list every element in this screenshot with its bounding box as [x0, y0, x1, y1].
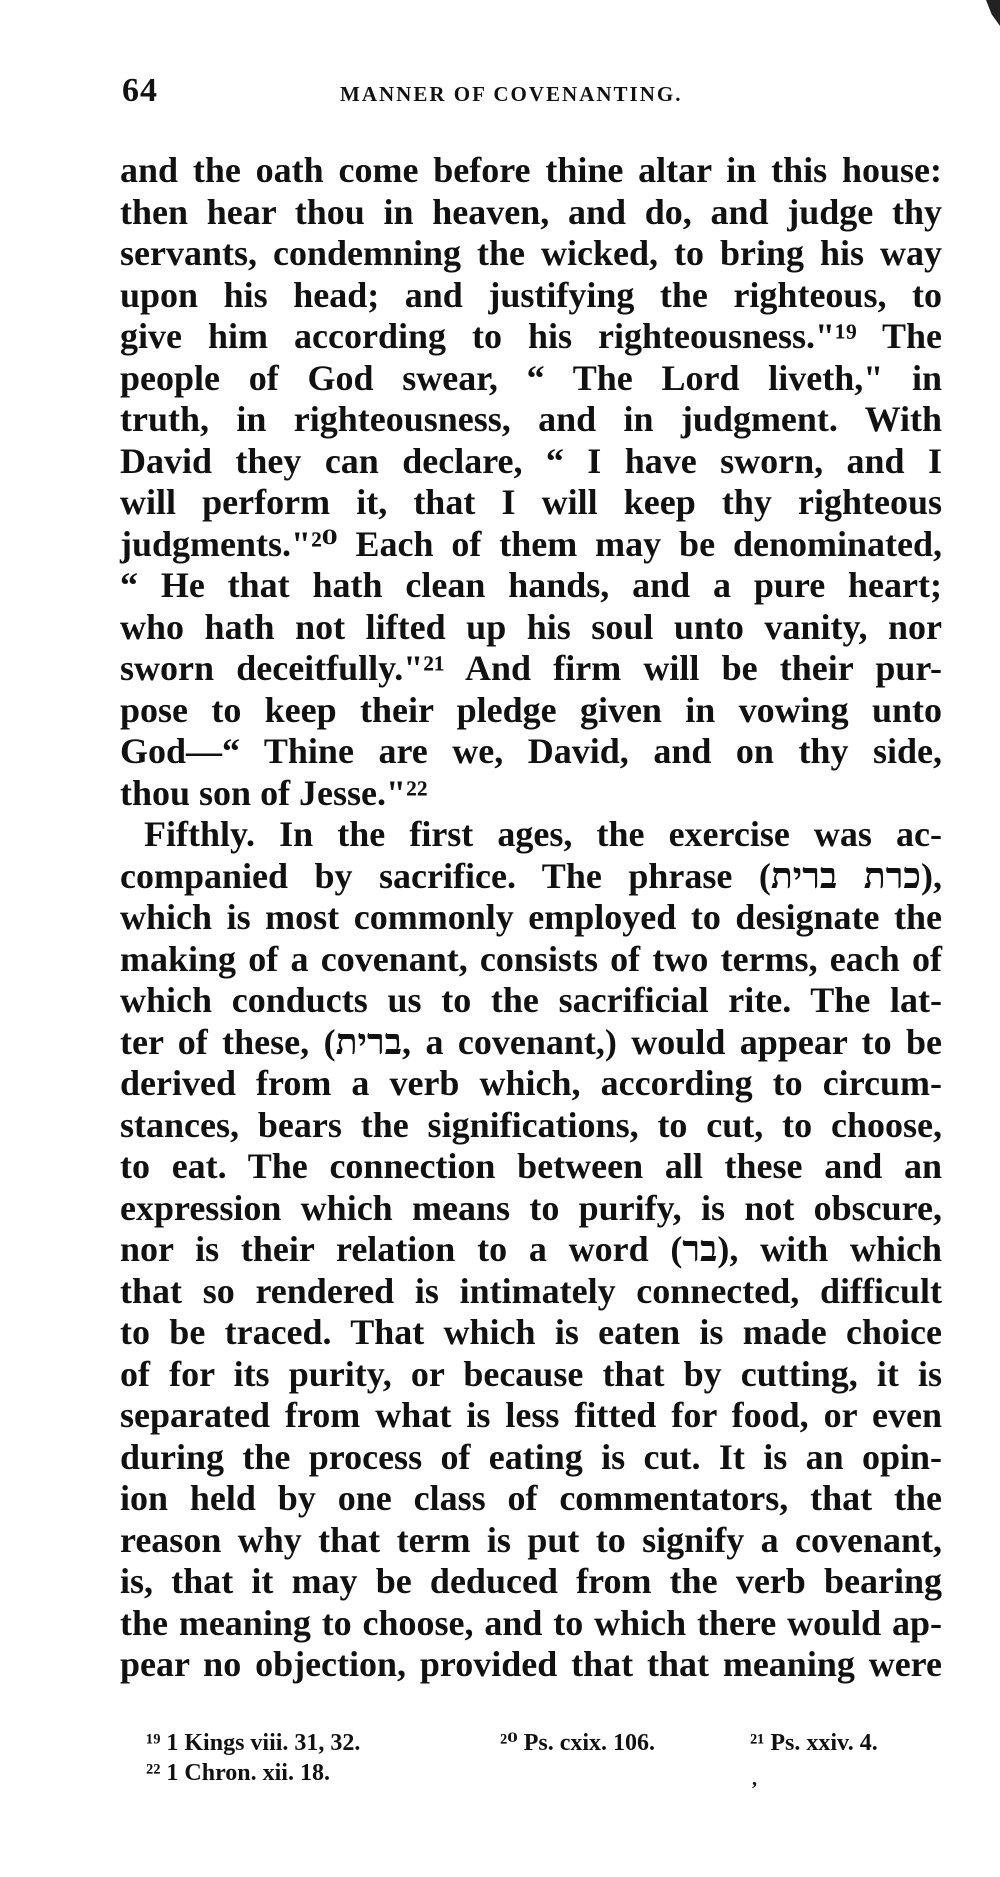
footnote-22: ²² 1 Chron. xii. 18. — [146, 1760, 330, 1786]
text-line: reason why that term is put to signify a covenant, — [120, 1519, 942, 1560]
page-corner-mark — [986, 0, 1000, 26]
print-mark: , — [752, 1768, 757, 1790]
text-line: companied by sacrifice. The phrase (כרת ברית), — [120, 855, 942, 896]
footnote-20: ²⁰ Ps. cxix. 106. — [500, 1730, 656, 1756]
page-number: 64 — [122, 72, 158, 109]
body-text — [120, 150, 942, 1686]
text-line: then hear thou in heaven, and do, and judge thy — [120, 191, 942, 232]
footnote-row — [120, 1758, 942, 1788]
text-line: “ He that hath clean hands, and a pure heart; — [120, 565, 942, 605]
footnote-21: ²¹ Ps. xxiv. 4. — [750, 1730, 878, 1756]
text-line: God—“ Thine are we, David, and on thy side, — [120, 731, 942, 771]
text-line: Fifthly. In the first ages, the exercise was ac- — [144, 814, 942, 854]
text-line: to eat. The connection between all these and an — [120, 1146, 942, 1186]
text-line: that so rendered is intimately connected, difficult — [120, 1270, 942, 1311]
text-line: who hath not lifted up his soul unto vanity, nor — [120, 606, 942, 647]
text-line: judgments."²⁰ Each of them may be denominated, — [120, 523, 942, 564]
text-line: ter of these, (ברית, a covenant,) would appear to be — [120, 1021, 943, 1062]
text-line: separated from what is less fitted for food, or even — [120, 1395, 942, 1435]
text-line: is, that it may be deduced from the verb bearing — [120, 1561, 942, 1601]
text-line: to be traced. That which is eaten is made choice — [120, 1312, 942, 1352]
running-head: MANNER OF COVENANTING. — [340, 82, 683, 106]
text-line: expression which means to purify, is not obscure, — [120, 1187, 942, 1228]
text-line: stances, bears the significations, to cut, to choose, — [120, 1104, 942, 1145]
text-line: derived from a verb which, according to circum- — [120, 1063, 942, 1103]
text-line: servants, condemning the wicked, to bring his way — [120, 233, 942, 273]
text-line: truth, in righteousness, and in judgment. With — [120, 399, 942, 439]
text-line: the meaning to choose, and to which there would ap- — [120, 1602, 942, 1643]
text-line: making of a covenant, consists of two terms, each of — [120, 938, 942, 979]
text-line: upon his head; and justifying the righteous, to — [120, 274, 942, 315]
text-line: of for its purity, or because that by cutting, it is — [120, 1353, 942, 1394]
footnote-19: ¹⁹ 1 Kings viii. 31, 32. — [146, 1730, 361, 1756]
text-line: pose to keep their pledge given in vowing unto — [120, 689, 942, 730]
text-line: will perform it, that I will keep thy righteous — [120, 482, 942, 522]
text-line: give him according to his righteousness."¹⁹ The — [120, 316, 942, 356]
text-line: nor is their relation to a word (בר), with which — [120, 1229, 942, 1269]
text-line: thou son of Jesse."²² — [120, 772, 428, 813]
text-line: and the oath come before thine altar in this house: — [120, 150, 942, 190]
text-line: sworn deceitfully."²¹ And firm will be their pur- — [120, 648, 942, 688]
text-line: ion held by one class of commentators, that the — [120, 1478, 942, 1518]
footnotes — [120, 1728, 942, 1788]
text-line: which conducts us to the sacrificial rite. The lat- — [120, 980, 942, 1020]
text-line: during the process of eating is cut. It is an opin- — [120, 1436, 942, 1477]
text-line: David they can declare, “ I have sworn, and I — [120, 440, 942, 481]
text-line: people of God swear, “ The Lord liveth," in — [120, 357, 942, 398]
text-line: which is most commonly employed to designate the — [120, 897, 942, 937]
text-line: pear no objection, provided that that meaning were — [120, 1644, 942, 1684]
footnote-row — [120, 1728, 942, 1758]
